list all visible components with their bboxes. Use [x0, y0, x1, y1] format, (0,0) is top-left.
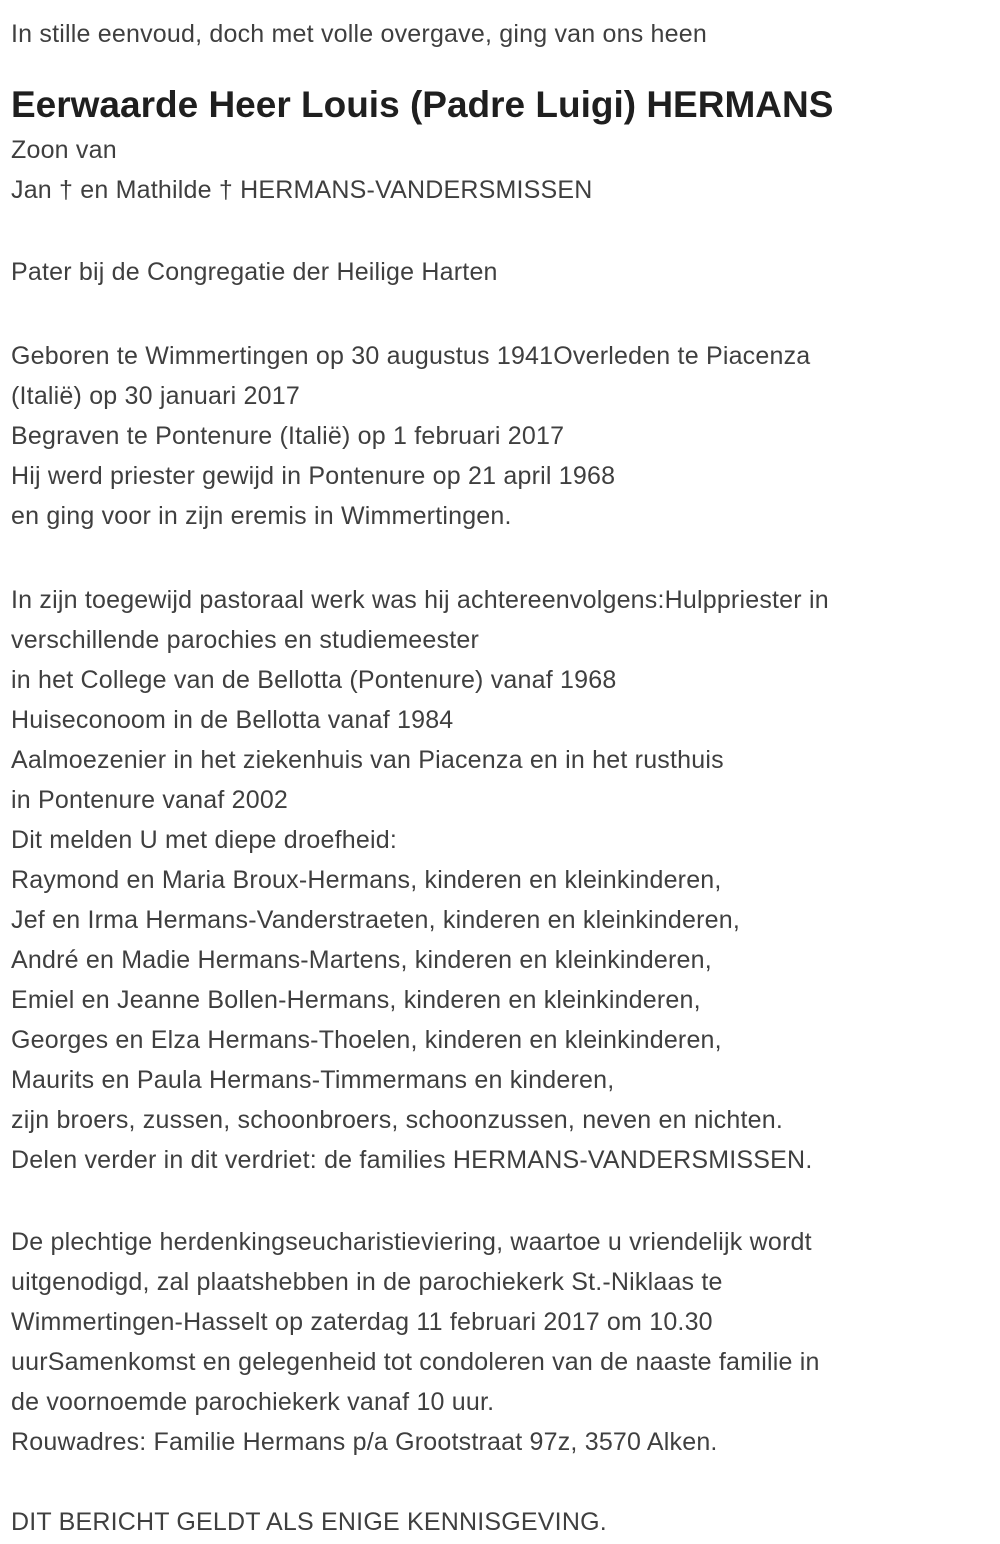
- ministry-and-family-block: [11, 580, 986, 1180]
- opening-line: In stille eenvoud, doch met volle overgave, ging van ons heen: [11, 20, 707, 48]
- text-line: Jan † en Mathilde † HERMANS-VANDERSMISSEN: [11, 176, 593, 204]
- ceremony-block: [11, 1222, 986, 1462]
- deceased-name-title: Eerwaarde Heer Louis (Padre Luigi) HERMANS: [11, 84, 834, 125]
- text-line: Raymond en Maria Broux-Hermans, kinderen en kleinkinderen,: [11, 866, 722, 894]
- text-line: De plechtige herdenkingseucharistieviering, waartoe u vriendelijk wordt: [11, 1228, 812, 1256]
- text-line: Jef en Irma Hermans-Vanderstraeten, kinderen en kleinkinderen,: [11, 906, 740, 934]
- life-events-block: [11, 336, 986, 536]
- text-line: in Pontenure vanaf 2002: [11, 786, 289, 814]
- text-line: Rouwadres: Familie Hermans p/a Grootstraat 97z, 3570 Alken.: [11, 1428, 718, 1456]
- text-line: verschillende parochies en studiemeester: [11, 626, 479, 654]
- text-line: Zoon van: [11, 136, 117, 164]
- text-line: de voornoemde parochiekerk vanaf 10 uur.: [11, 1388, 495, 1416]
- text-line: Hij werd priester gewijd in Pontenure op 21 april 1968: [11, 462, 616, 490]
- text-line: uurSamenkomst en gelegenheid tot condoleren van de naaste familie in: [11, 1348, 820, 1376]
- text-line: Dit melden U met diepe droefheid:: [11, 826, 397, 854]
- text-line: (Italië) op 30 januari 2017: [11, 382, 300, 410]
- text-line: zijn broers, zussen, schoonbroers, schoonzussen, neven en nichten.: [11, 1106, 783, 1134]
- text-line: Georges en Elza Hermans-Thoelen, kinderen en kleinkinderen,: [11, 1026, 722, 1054]
- text-line: Aalmoezenier in het ziekenhuis van Piacenza en in het rusthuis: [11, 746, 724, 774]
- closing-block: [11, 1502, 986, 1542]
- text-line: Wimmertingen-Hasselt op zaterdag 11 februari 2017 om 10.30: [11, 1308, 713, 1336]
- text-line: Geboren te Wimmertingen op 30 augustus 1941Overleden te Piacenza: [11, 342, 811, 370]
- text-line: in het College van de Bellotta (Pontenure) vanaf 1968: [11, 666, 617, 694]
- closing-statement: DIT BERICHT GELDT ALS ENIGE KENNISGEVING.: [11, 1508, 607, 1536]
- text-line: Delen verder in dit verdriet: de families HERMANS-VANDERSMISSEN.: [11, 1146, 813, 1174]
- text-line: Begraven te Pontenure (Italië) op 1 februari 2017: [11, 422, 565, 450]
- lineage-block: [11, 130, 986, 210]
- text-line: Pater bij de Congregatie der Heilige Harten: [11, 258, 498, 286]
- text-line: Huiseconoom in de Bellotta vanaf 1984: [11, 706, 454, 734]
- vocation-block: [11, 252, 986, 292]
- text-line: uitgenodigd, zal plaatshebben in de parochiekerk St.-Niklaas te: [11, 1268, 723, 1296]
- text-line: In zijn toegewijd pastoraal werk was hij achtereenvolgens:Hulppriester in: [11, 586, 829, 614]
- text-line: André en Madie Hermans-Martens, kinderen en kleinkinderen,: [11, 946, 712, 974]
- text-line: Emiel en Jeanne Bollen-Hermans, kinderen en kleinkinderen,: [11, 986, 701, 1014]
- text-line: Maurits en Paula Hermans-Timmermans en kinderen,: [11, 1066, 615, 1094]
- text-line: en ging voor in zijn eremis in Wimmertingen.: [11, 502, 512, 530]
